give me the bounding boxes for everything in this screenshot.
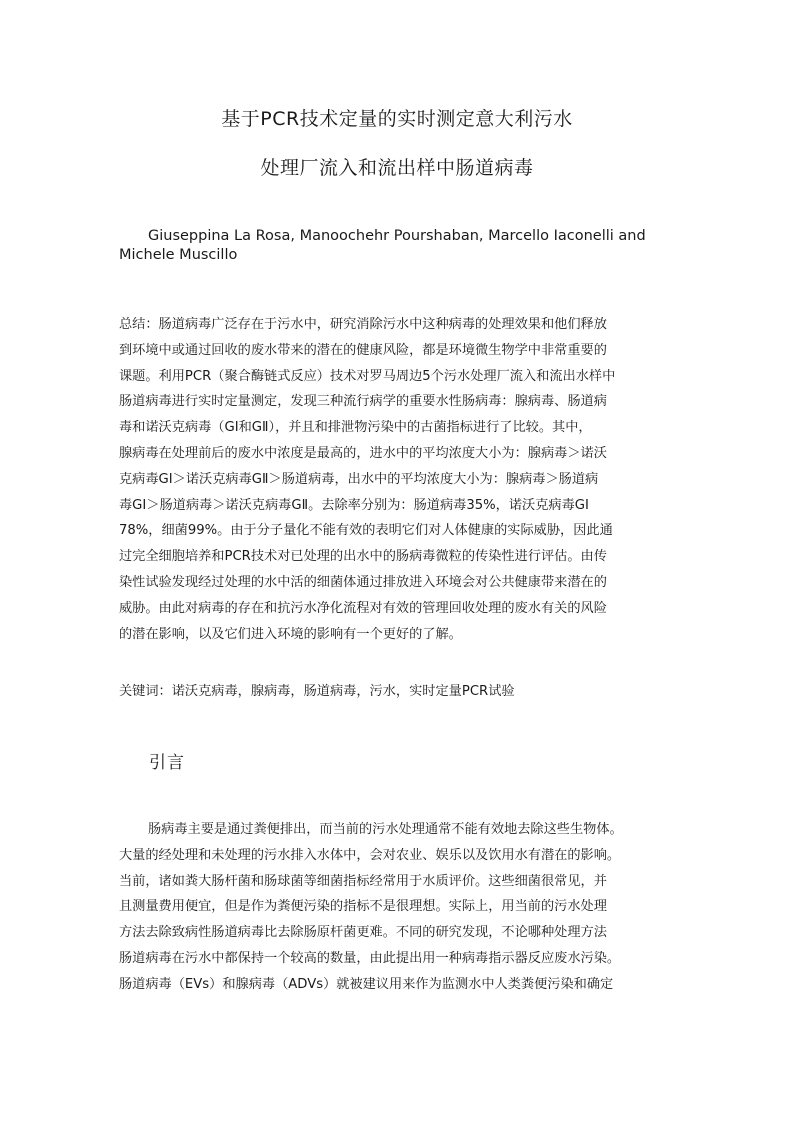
abstract xyxy=(119,312,679,647)
keywords: 关键词：诺沃克病毒，腺病毒，肠道病毒，污水，实时定量PCR试验 xyxy=(119,684,515,699)
paper-title-line-2: 处理厂流入和流出样中肠道病毒 xyxy=(260,157,534,179)
abstract-line: 染性试验发现经过处理的水中活的细菌体通过排放进入环境会对公共健康带来潜在的 xyxy=(119,574,607,590)
body-line: 方法去除致病性肠道病毒比去除肠原杆菌更难。不同的研究发现，不论哪种处理方法 xyxy=(119,925,607,941)
authors: Giuseppina La Rosa, Manoochehr Pourshaban, Marcello Iaconelli and Michele Muscillo xyxy=(119,228,646,263)
paper-title-line-1: 基于PCR技术定量的实时测定意大利污水 xyxy=(221,108,573,130)
abstract-line: 毒和诺沃克病毒（GⅠ和GⅡ），并且和排泄物污染中的古菌指标进行了比较。其中， xyxy=(119,420,592,436)
abstract-line: 毒GⅠ＞肠道病毒＞诺沃克病毒GⅡ。去除率分别为：肠道病毒35%，诺沃克病毒GⅠ xyxy=(119,497,589,513)
body-line: 当前，诸如粪大肠杆菌和肠球菌等细菌指标经常用于水质评价。这些细菌很常见，并 xyxy=(119,873,607,889)
section-heading: 引言 xyxy=(149,753,185,773)
body-line: 肠道病毒（EVs）和腺病毒（ADVs）就被建议用来作为监测水中人类粪便污染和确定 xyxy=(119,976,614,992)
abstract-line: 总结：肠道病毒广泛存在于污水中，研究消除污水中这种病毒的处理效果和他们释放 xyxy=(119,317,607,332)
abstract-line: 威胁。由此对病毒的存在和抗污水净化流程对有效的管理回收处理的废水有关的风险 xyxy=(119,600,607,616)
body-line: 且测量费用便宜，但是作为粪便污染的指标不是很理想。实际上，用当前的污水处理 xyxy=(119,899,607,915)
abstract-line: 课题。利用PCR（聚合酶链式反应）技术对罗马周边5个污水处理厂流入和流出水样中 xyxy=(119,368,616,384)
abstract-line: 78%，细菌99%。由于分子量化不能有效的表明它们对人体健康的实际威胁，因此通 xyxy=(119,523,613,539)
abstract-line: 的潜在影响，以及它们进入环境的影响有一个更好的了解。 xyxy=(119,626,462,642)
abstract-line: 腺病毒在处理前后的废水中浓度是最高的，进水中的平均浓度大小为：腺病毒＞诺沃 xyxy=(119,445,607,461)
abstract-line: 到环境中或通过回收的废水带来的潜在的健康风险，都是环境微生物学中非常重要的 xyxy=(119,342,607,358)
body-line: 大量的经处理和未处理的污水排入水体中，会对农业、娱乐以及饮用水有潜在的影响。 xyxy=(119,847,621,863)
body-line: 肠道病毒在污水中都保持一个较高的数量，由此提出用一种病毒指示器反应废水污染。 xyxy=(119,950,621,966)
abstract-line: 克病毒GⅠ＞诺沃克病毒GⅡ＞肠道病毒，出水中的平均浓度大小为：腺病毒＞肠道病 xyxy=(119,471,599,487)
body-text xyxy=(119,817,699,998)
abstract-line: 过完全细胞培养和PCR技术对已处理的出水中的肠病毒微粒的传染性进行评估。由传 xyxy=(119,549,607,565)
abstract-line: 肠道病毒进行实时定量测定，发现三种流行病学的重要水性肠病毒：腺病毒、肠道病 xyxy=(119,394,607,410)
body-line: 肠病毒主要是通过粪便排出，而当前的污水处理通常不能有效地去除这些生物体。 xyxy=(148,822,623,837)
